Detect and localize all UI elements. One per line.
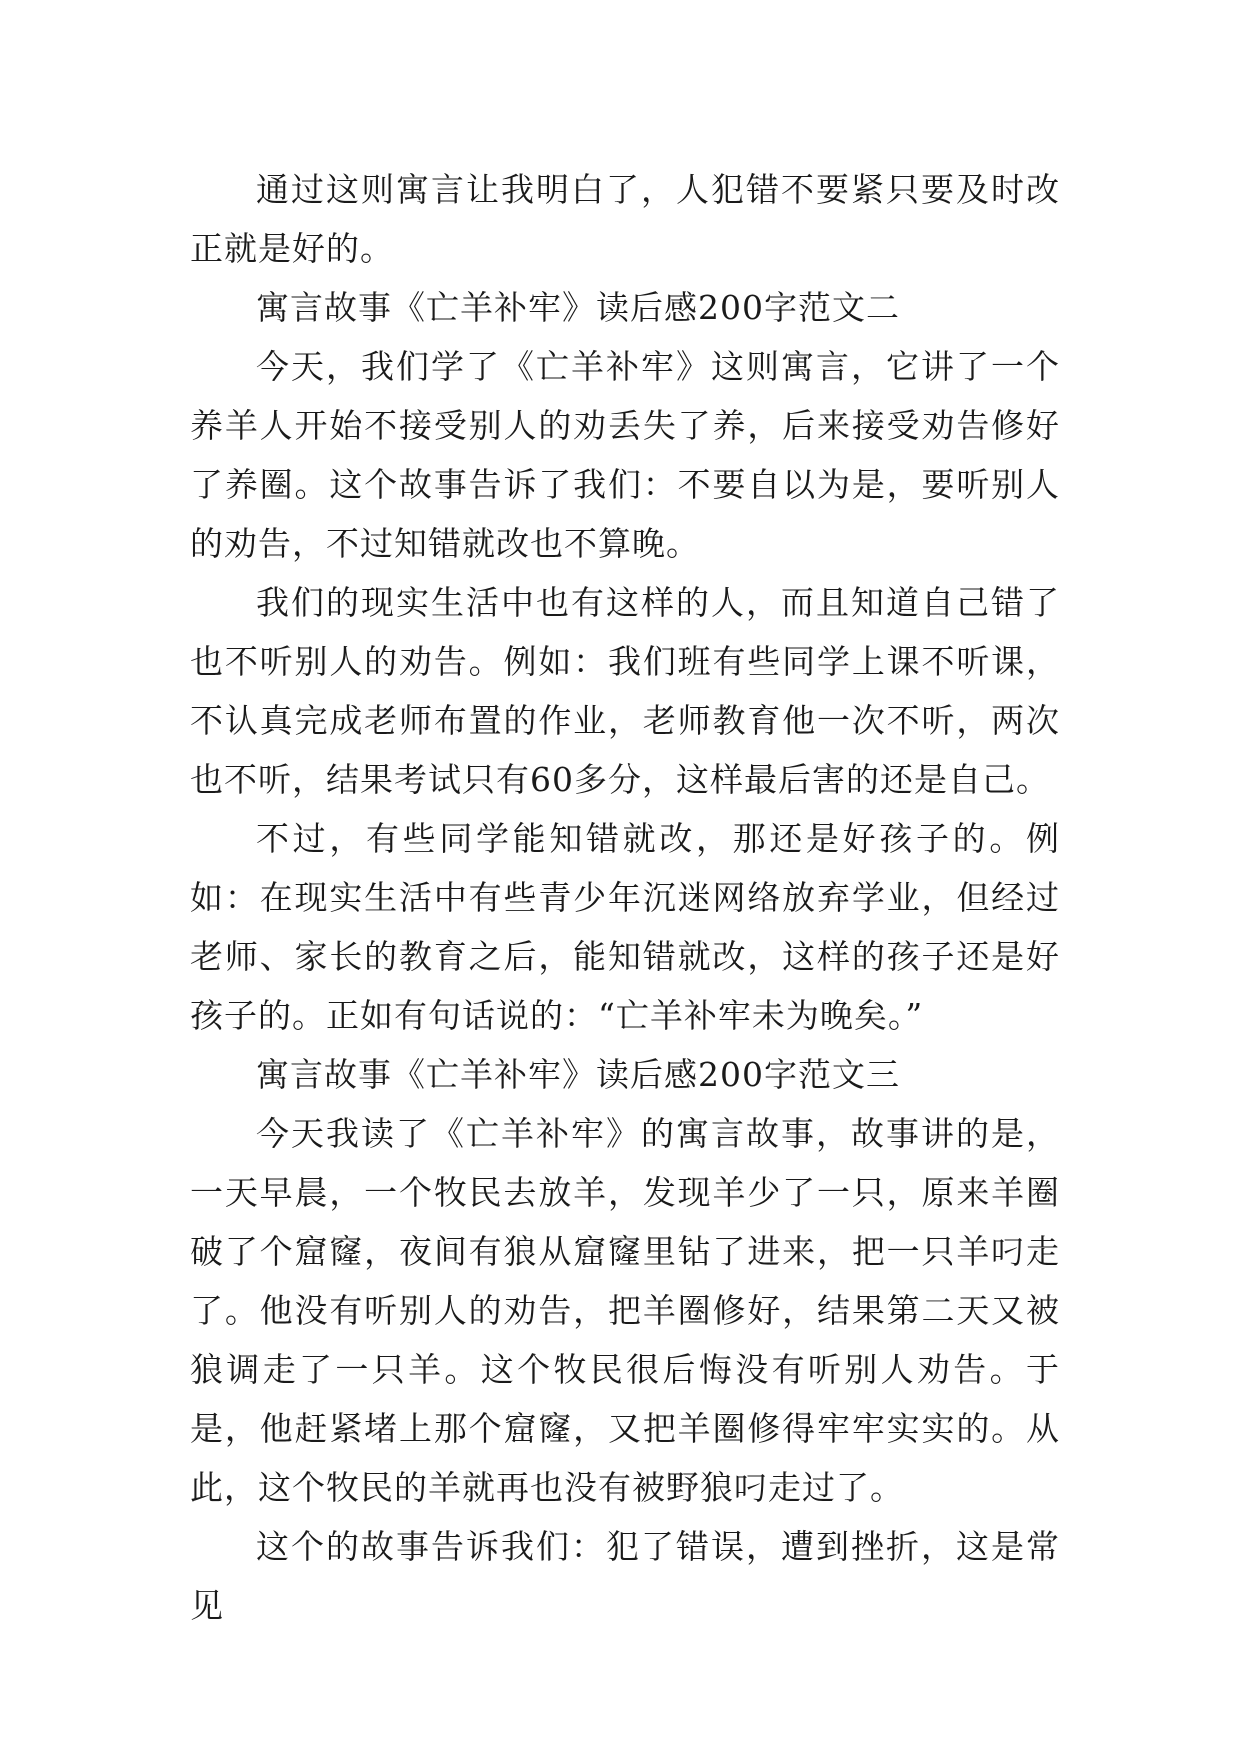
section-heading-two: 寓言故事《亡羊补牢》读后感200字范文二 [256,288,900,327]
paragraph-story-retelling: 今天我读了《亡羊补牢》的寓言故事，故事讲的是，一天早晨，一个牧民去放羊，发现羊少了一只，原来羊圈破了个窟窿，夜间有狼从窟窿里钻了进来，把一只羊叼走了。他没有听别人的劝告，把羊圈修好，结果第二天又被狼调走了一只羊。这个牧民很后悔没有听别人劝告。于是，他赶紧堵上那个窟窿，又把羊圈修得牢牢实实的。从此，这个牧民的羊就再也没有被野狼叼走过了。 [190,1114,1060,1507]
section-heading-three: 寓言故事《亡羊补牢》读后感200字范文三 [256,1055,900,1094]
paragraph-story-summary: 今天，我们学了《亡羊补牢》这则寓言，它讲了一个养羊人开始不接受别人的劝丢失了养，后来接受劝告修好了养圈。这个故事告诉了我们：不要自以为是，要听别人的劝告，不过知错就改也不算晚。 [190,347,1060,563]
paragraph-correction-example: 不过，有些同学能知错就改，那还是好孩子的。例如：在现实生活中有些青少年沉迷网络放弃学业，但经过老师、家长的教育之后，能知错就改，这样的孩子还是好孩子的。正如有句话说的：“亡羊补牢未为晚矣。” [190,819,1060,1035]
paragraph-conclusion-one: 通过这则寓言让我明白了，人犯错不要紧只要及时改正就是好的。 [190,170,1060,268]
paragraph-lesson: 这个的故事告诉我们：犯了错误，遭到挫折，这是常见 [190,1527,1060,1625]
paragraph-real-life-example: 我们的现实生活中也有这样的人，而且知道自己错了也不听别人的劝告。例如：我们班有些同学上课不听课，不认真完成老师布置的作业，老师教育他一次不听，两次也不听，结果考试只有60多分，这样最后害的还是自己。 [190,583,1060,799]
document-body [190,160,1060,1635]
